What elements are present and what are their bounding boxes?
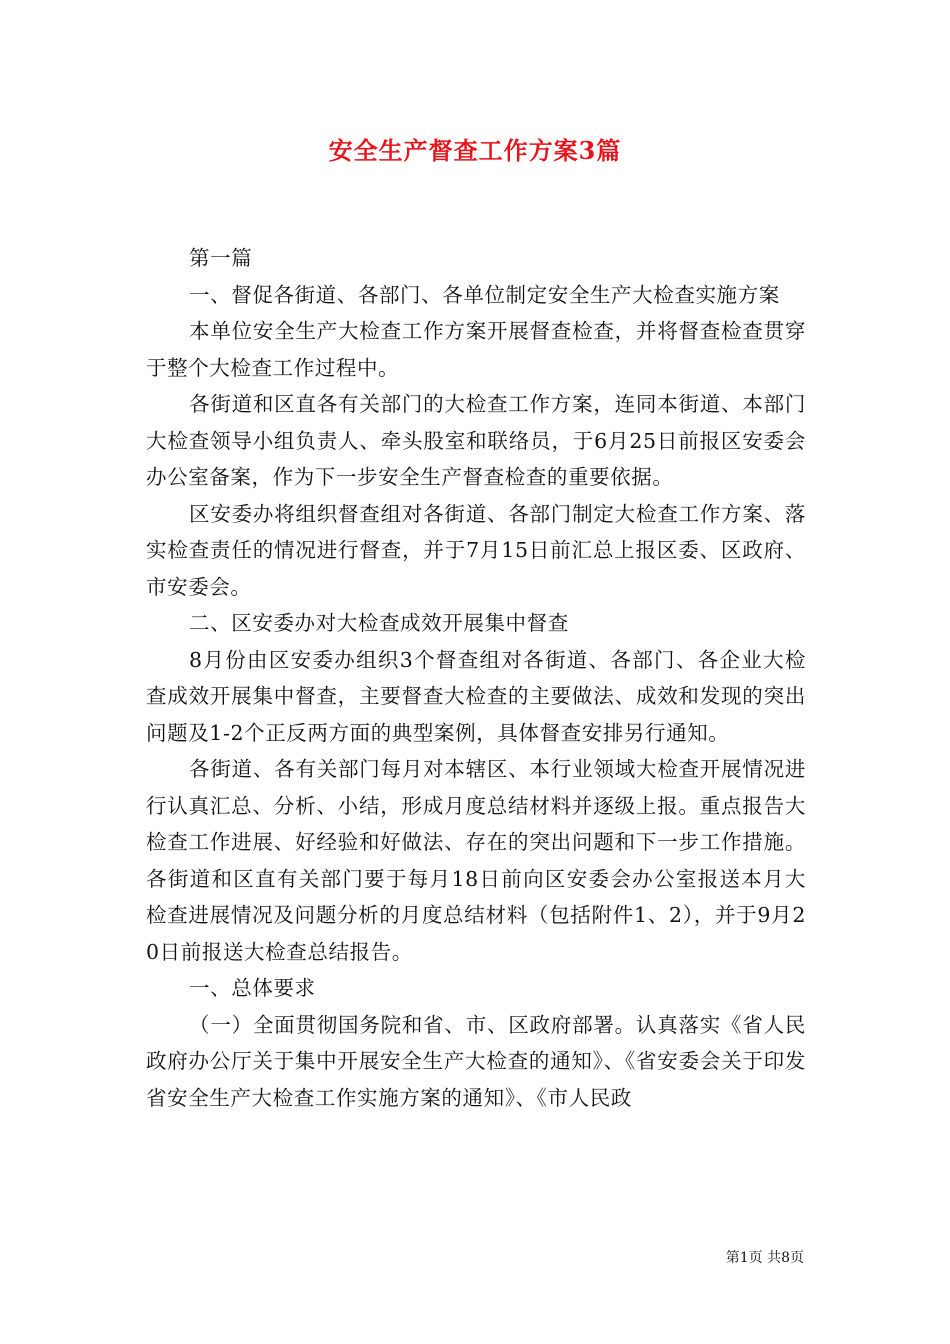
paragraph: 一、总体要求 [189,976,316,1000]
page-number-footer: 第1页 共8页 [725,1250,804,1266]
document-title: 安全生产督查工作方案3篇 [328,136,622,165]
paragraph: 本单位安全生产大检查工作方案开展督查检查，并将督查检查贯穿于整个大检查工作过程中。 [146,319,806,380]
document-body [146,240,806,1116]
paragraph: 8月份由区安委办组织3个督查组对各街道、各部门、各企业大检查成效开展集中督查，主要督查大检查的主要做法、成效和发现的突出问题及1-2个正反两方面的典型案例，具体督查安排另行通知。 [146,647,806,745]
paragraph: 各街道、各有关部门每月对本辖区、本行业领域大检查开展情况进行认真汇总、分析、小结，形成月度总结材料并逐级上报。重点报告大检查工作进展、好经验和好做法、存在的突出问题和下一步工作措施。各街道和区直有关部门要于每月18日前向区安委会办公室报送本月大检查进展情况及问题分析的月度总结材料（包括附件1、2），并于9月20日前报送大检查总结报告。 [146,757,806,964]
paragraph: 二、区安委办对大检查成效开展集中督查 [189,611,569,635]
paragraph: 各街道和区直各有关部门的大检查工作方案，连同本街道、本部门大检查领导小组负责人、牵头股室和联络员，于6月25日前报区安委会办公室备案，作为下一步安全生产督查检查的重要依据。 [146,392,806,489]
paragraph: 一、督促各街道、各部门、各单位制定安全生产大检查实施方案 [189,282,780,307]
paragraph: 第一篇 [189,246,253,270]
paragraph: 区安委办将组织督查组对各街道、各部门制定大检查工作方案、落实检查责任的情况进行督查，并于7月15日前汇总上报区委、区政府、市安委会。 [146,501,806,599]
paragraph: （一）全面贯彻国务院和省、市、区政府部署。认真落实《省人民政府办公厅关于集中开展安全生产大检查的通知》、《省安委会关于印发省安全生产大检查工作实施方案的通知》、《市人民政 [146,1012,806,1110]
